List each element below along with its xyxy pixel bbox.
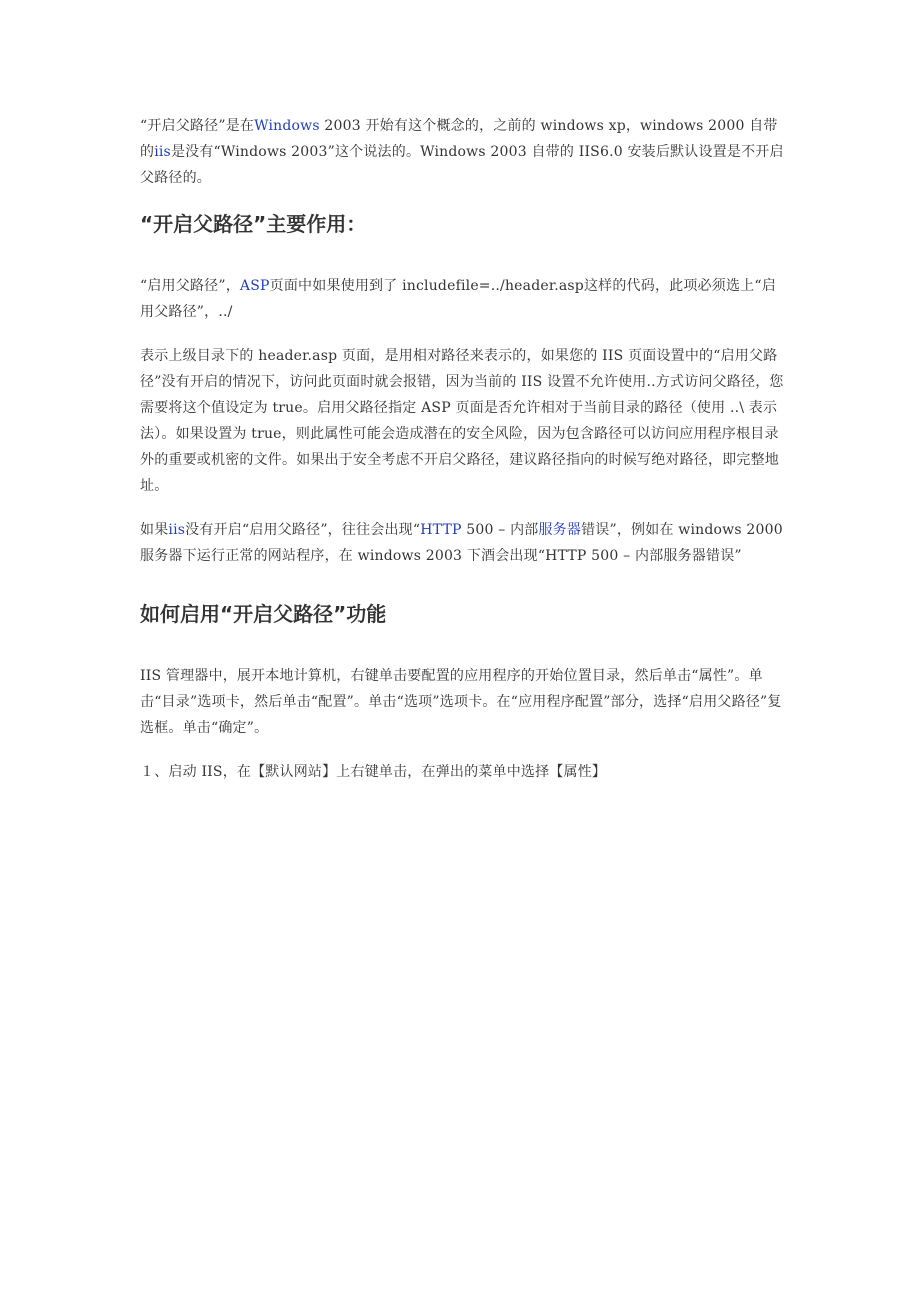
server-link[interactable]: 服务器: [538, 522, 582, 538]
http-link[interactable]: HTTP: [420, 522, 462, 538]
error-text-b: 没有开启“启用父路径”，往往会出现“: [185, 522, 421, 538]
step-1: １、启动 IIS，在【默认网站】上右键单击，在弹出的菜单中选择【属性】: [140, 764, 607, 780]
purpose-text-b: 页面中如果使用到了 includefile=../header.asp这样的代码，此项必须选上“启用父路径”，../: [140, 278, 776, 320]
document-body: [140, 113, 790, 803]
iis-link[interactable]: iis: [154, 144, 171, 160]
error-text-d: 错误”，例如在 windows 2000 服务器下运行正常的网站程序，在 windows 2003 下酒会出现“HTTP 500 – 内部服务器错误”: [140, 522, 783, 564]
error-paragraph: [140, 517, 790, 569]
howto-paragraph: IIS 管理器中，展开本地计算机，右键单击要配置的应用程序的开始位置目录，然后单击“属性”。单击“目录”选项卡，然后单击“配置”。单击“选项”选项卡。在“应用程序配置”部分，选择“启用父路径”复选框。单击“确定”。: [140, 668, 782, 736]
iis-link-2[interactable]: iis: [168, 522, 186, 538]
section-heading-purpose: “开启父路径”主要作用：: [140, 212, 367, 236]
section-heading-howto: 如何启用“开启父路径”功能: [140, 602, 387, 626]
explanation-paragraph: 表示上级目录下的 header.asp 页面，是用相对路径来表示的，如果您的 IIS 页面设置中的“启用父路径”没有开启的情况下，访问此页面时就会报错，因为当前的 IIS 设置不允许使用..方式访问父路径，您需要将这个值设定为 true。启用父路径指定 ASP 页面是否允许相对于当前目录的路径（使用 ..\ 表示法）。如果设置为 true，则此属性可能会造成潜在的安全风险，因为包含路径可以访问应用程序根目录外的重要或机密的文件。如果出于安全考虑不开启父路径，建议路径指向的时候写绝对路径，即完整地址。: [140, 348, 784, 494]
purpose-paragraph: [140, 273, 790, 325]
intro-paragraph: [140, 113, 790, 191]
intro-text-a: “开启父路径”是在: [140, 118, 255, 134]
error-text-c: 500 – 内部: [461, 522, 539, 538]
intro-text-b: 2003 开始有这个概念的，之前的 windows xp，windows 2000 自带的: [140, 118, 778, 160]
purpose-text-a: “启用父路径”，: [140, 278, 240, 294]
windows-link[interactable]: Windows: [254, 118, 320, 134]
intro-text-c: 是没有“Windows 2003”这个说法的。Windows 2003 自带的 IIS6.0 安装后默认设置是不开启父路径的。: [140, 144, 784, 186]
error-text-a: 如果: [140, 522, 169, 538]
asp-link[interactable]: ASP: [239, 278, 270, 294]
